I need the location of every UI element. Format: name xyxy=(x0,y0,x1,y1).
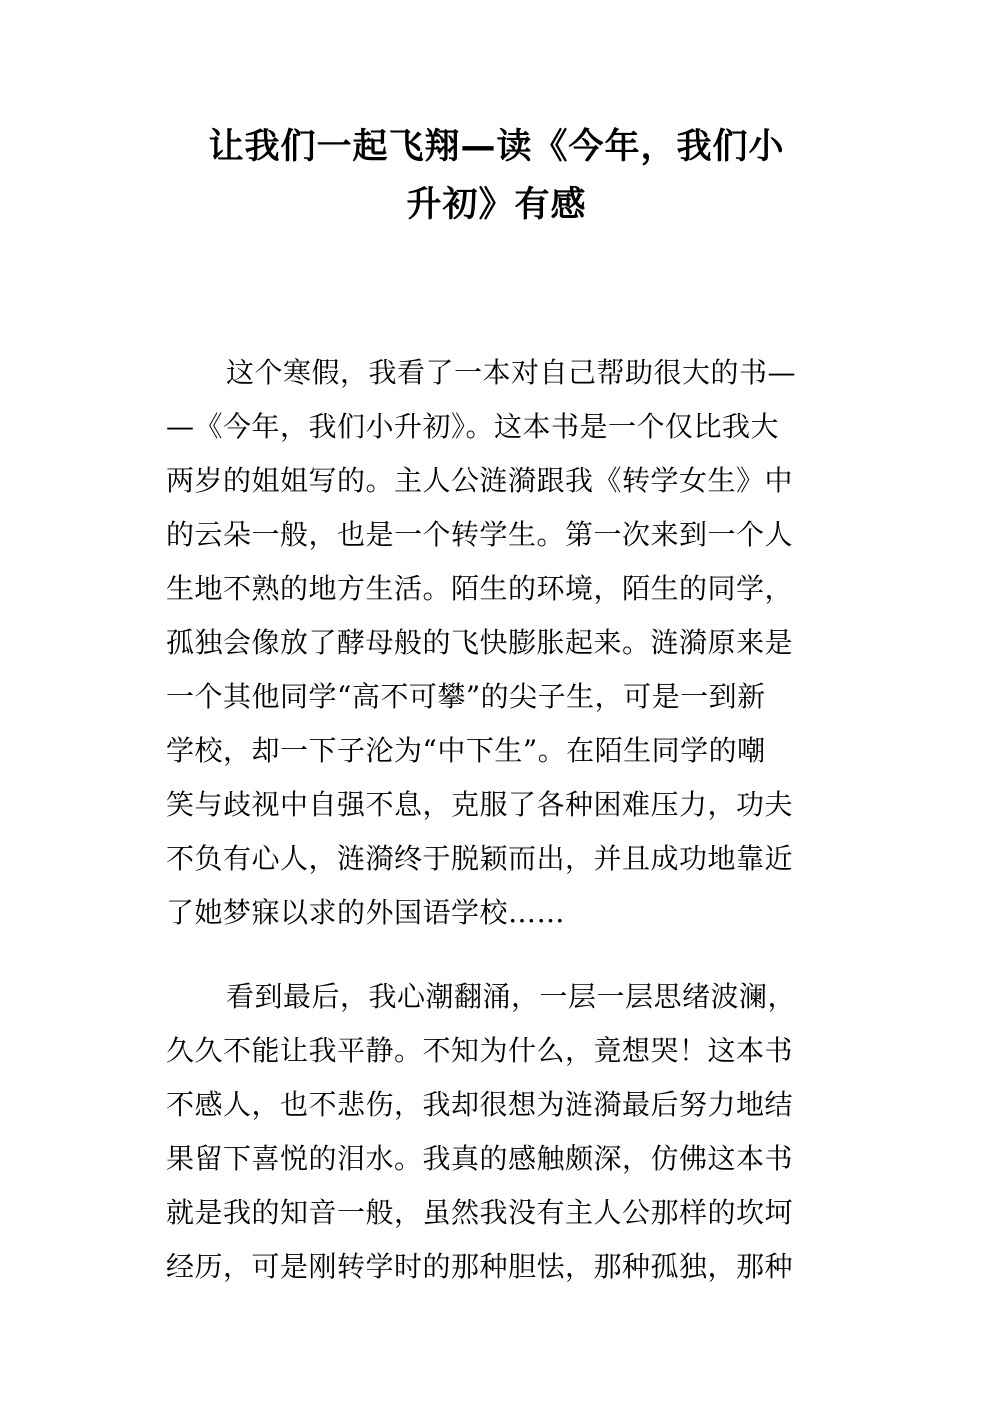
paragraph-line: 生地不熟的地方生活。陌生的环境，陌生的同学， xyxy=(166,572,794,605)
paragraph-line: 笑与歧视中自强不息，克服了各种困难压力，功夫 xyxy=(166,788,794,821)
title-line: 升初》有感 xyxy=(406,185,587,225)
paragraph-line: 果留下喜悦的泪水。我真的感触颇深，仿佛这本书 xyxy=(166,1142,794,1175)
document-title xyxy=(166,118,827,234)
paragraph-line: 看到最后，我心潮翻涌，一层一层思绪波澜， xyxy=(226,980,797,1013)
paragraph-line: 一个其他同学“高不可攀”的尖子生，可是一到新 xyxy=(166,680,766,713)
paragraph-line: 孤独会像放了酵母般的飞快膨胀起来。涟漪原来是 xyxy=(166,626,794,659)
paragraph-line: —《今年，我们小升初》。这本书是一个仅比我大 xyxy=(166,410,780,443)
paragraph-line: 的云朵一般，也是一个转学生。第一次来到一个人 xyxy=(166,518,794,551)
paragraph-line: 经历，可是刚转学时的那种胆怯，那种孤独，那种 xyxy=(166,1250,794,1283)
paragraph-line: 久久不能让我平静。不知为什么，竟想哭！这本书 xyxy=(166,1034,794,1067)
paragraph-line: 了她梦寐以求的外国语学校…… xyxy=(166,896,566,929)
title-line: 让我们一起飞翔—读《今年，我们小 xyxy=(208,127,785,167)
paragraph-line: 这个寒假，我看了一本对自己帮助很大的书— xyxy=(226,356,797,389)
paragraph-line: 不负有心人，涟漪终于脱颖而出，并且成功地靠近 xyxy=(166,842,794,875)
paragraph-line: 就是我的知音一般，虽然我没有主人公那样的坎坷 xyxy=(166,1196,794,1229)
body-paragraph xyxy=(166,970,827,1294)
paragraph-line: 学校，却一下子沦为“中下生”。在陌生同学的嘲 xyxy=(166,734,766,767)
paragraph-line: 不感人，也不悲伤，我却很想为涟漪最后努力地结 xyxy=(166,1088,794,1121)
body-paragraph xyxy=(166,346,827,940)
paragraph-line: 两岁的姐姐写的。主人公涟漪跟我《转学女生》中 xyxy=(166,464,794,497)
